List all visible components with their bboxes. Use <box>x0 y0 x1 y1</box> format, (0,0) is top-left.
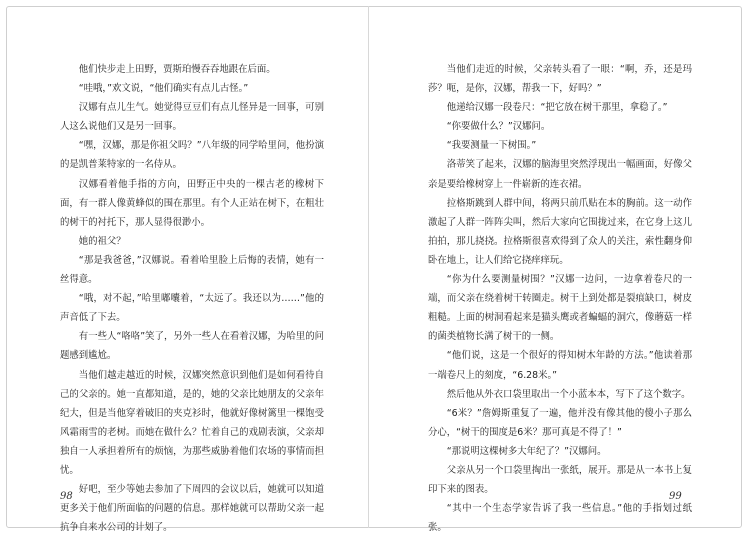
paragraph: 当他们越走越近的时候，汉娜突然意识到他们是如何看待自己的父亲的。她一直都知道，是的，她的父亲比她朋友的父亲年纪大，但是当他穿着破旧的夹克衫时，他就好像树篱里一棵饱受风霜雨雪的老树。而她在做什么？忙着自己的戏剧表演，父亲却独自一人承担着所有的烦恼，为那些威胁着他们农场的事情而担忧。 <box>60 369 324 476</box>
paragraph: “那是我爸爸，”汉娜说。看着哈里脸上后悔的表情，她有一丝得意。 <box>60 254 324 286</box>
paragraph: “你为什么要测量树围？”汉娜一边问，一边拿着卷尺的一端，而父亲在绕着树干转圈走。树干上到处都是裂痕缺口，树皮粗糙。上面的树洞看起来是猫头鹰或者蝙蝠的洞穴，像蘑菇一样的菌类植物长满了树干的一侧。 <box>428 274 692 343</box>
paragraph: 有一些人“咯咯”笑了，另外一些人在看着汉娜，为哈里的问题感到尴尬。 <box>60 331 324 362</box>
paragraph: 洛蒂笑了起来，汉娜的脑海里突然浮现出一幅画面，好像父亲是要给橡树穿上一件崭新的连衣裙。 <box>428 159 692 190</box>
paragraph: “6米？”詹姆斯重复了一遍，他并没有像其他的傻小子那么分心，“树干的围度是6米？那可真是不得了！” <box>428 407 692 438</box>
paragraph: “嘿，汉娜，那是你祖父吗？”八年级的同学哈里问，他扮演的是凯普莱特家的一名侍从。 <box>60 140 324 171</box>
paragraph: “哇哦，”欢文说，“他们确实有点儿古怪。” <box>78 83 249 95</box>
right-page-text <box>428 60 692 537</box>
paragraph: “哦，对不起，”哈里嘟囔着，“太远了。我还以为……”他的声音低了下去。 <box>60 293 324 324</box>
paragraph: 他们快步走上田野，贾斯珀慢吞吞地跟在后面。 <box>78 64 276 75</box>
paragraph: “我要测量一下树围。” <box>446 140 537 152</box>
paragraph: 汉娜看着他手指的方向，田野正中央的一棵古老的橡树下面，有一群人像黄蜂似的围在那里。有个人正站在树下，在粗壮的树干的衬托下，那人显得很渺小。 <box>60 178 324 228</box>
paragraph: “其中一个生态学家告诉了我一些信息。”他的手指划过纸张。 <box>428 503 692 534</box>
paragraph: 汉娜有点儿生气。她觉得豆豆们有点儿怪异是一回事，可别人这么说他们又是另一回事。 <box>60 102 324 133</box>
paragraph: 当他们走近的时候，父亲转头看了一眼：“啊，乔，还是玛莎？呃，是你，汉娜，帮我一下，好吗？” <box>428 64 692 95</box>
paragraph: “你要做什么？”汉娜问。 <box>446 121 551 133</box>
page-gutter <box>368 6 369 528</box>
paragraph: 他递给汉娜一段卷尺：“把它放在树干那里，拿稳了。” <box>446 102 668 114</box>
paragraph: 父亲从另一个口袋里掏出一张纸，展开。那是从一本书上复印下来的图表。 <box>428 464 692 496</box>
paragraph: “那说明这棵树多大年纪了？”汉娜问。 <box>446 445 607 457</box>
page-number-right: 99 <box>669 491 682 502</box>
paragraph: “他们说，这是一个很好的得知树木年龄的方法。”他读着那一端卷尺上的刻度，“6.28米。” <box>428 350 692 381</box>
left-page-text <box>60 60 324 537</box>
page-number-left: 98 <box>60 491 73 502</box>
paragraph: 拉格斯跳到人群中间，将两只前爪贴在本的胸前。这一动作激起了人群一阵阵尖叫，然后大家向它围拢过来，在它身上这儿拍拍，那儿挠挠。拉格斯很喜欢得到了众人的关注，索性翻身仰卧在地上，让人们给它挠痒痒玩。 <box>428 197 692 266</box>
paragraph: 然后他从外衣口袋里取出一个小蓝本本，写下了这个数字。 <box>446 388 691 400</box>
paragraph: 她的祖父？ <box>78 235 126 247</box>
paragraph: 好吧，至少等她去参加了下周四的会议以后，她就可以知道更多关于他们所面临的问题的信息。那样她就可以帮助父亲一起抗争自来水公司的计划了。 <box>60 484 324 534</box>
